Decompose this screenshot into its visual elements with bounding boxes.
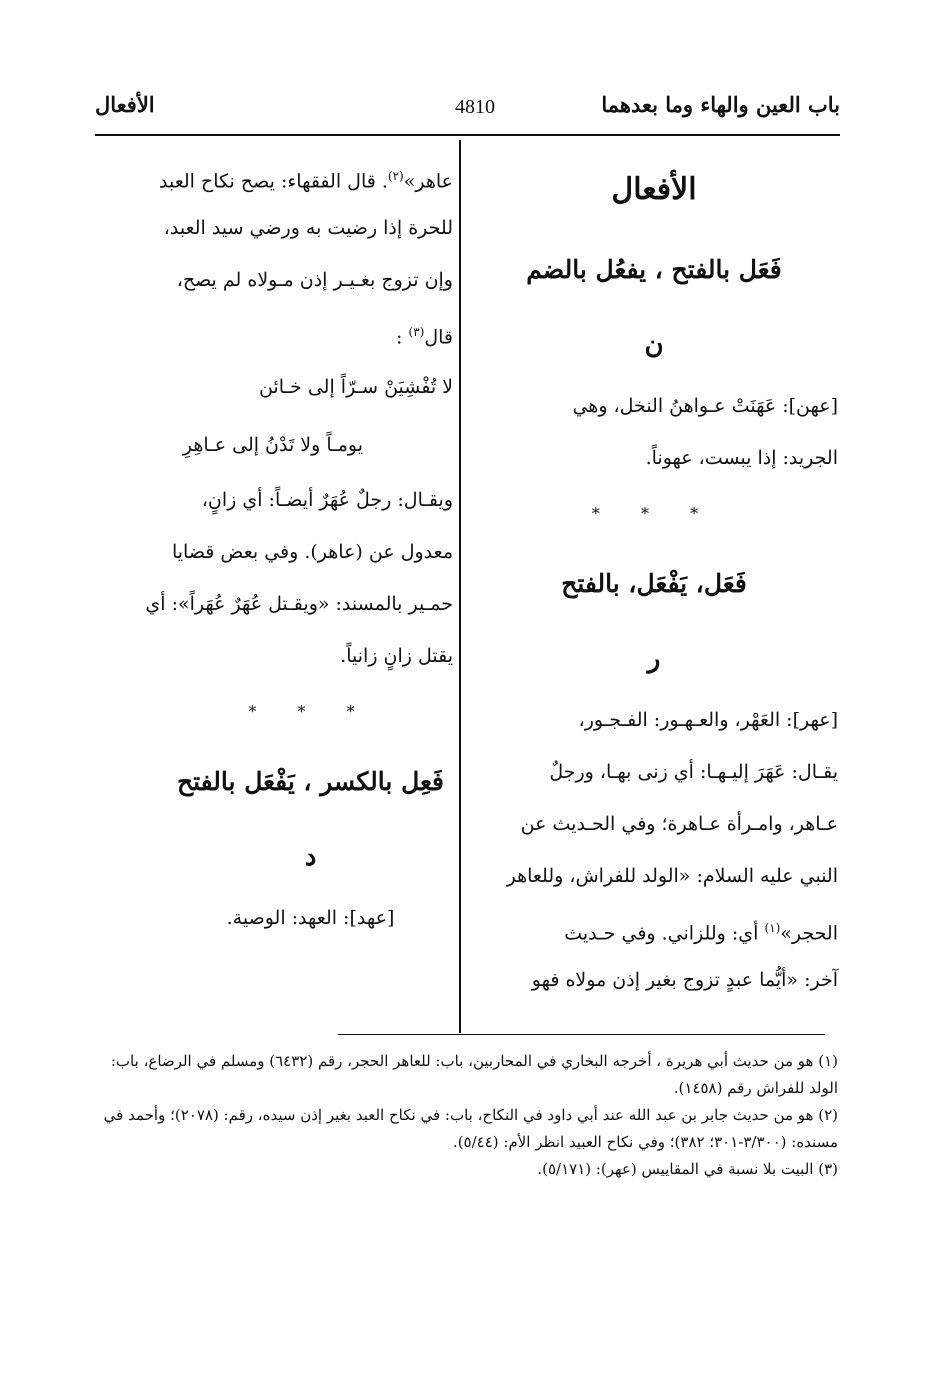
chapter-title: باب العين والهاء وما بعدهما [601,92,840,117]
entry-line: عـاهر، وامـرأة عـاهرة؛ وفي الحـديث عن [520,813,838,835]
footnote: (١) هو من حديث أبي هريرة ، أخرجه البخاري في المحاربين، باب: للعاهر الحجر، رقم (٦٤٣٢) ومسلم في الرضاع، باب: الولد للفراش رقم (١٤٥٨). [110,1052,838,1097]
running-header [95,92,840,126]
header-rule [95,134,840,136]
entry-line [470,902,838,954]
footnotes [95,1048,838,1183]
main-title: الأفعال [611,172,697,207]
root-letter: ر [647,644,661,674]
column-divider [459,140,461,1033]
entry-line: يقتل زانٍ زانياً. [340,645,453,667]
root-letter: د [304,842,317,872]
footnote-ref[interactable]: (١) [764,921,781,935]
root-letter: ن [644,330,664,360]
verse-line: لا تُفْشِيَنْ سـرّاً إلى خـائن [258,376,453,398]
entry-line: للحرة إذا رضيت به ورضي سيد العبد، [163,217,453,239]
entry-line: [عهن]: عَهَنَتْ عـواهنُ النخل، وهي [572,395,838,417]
section-heading: فَعَل بالفتح ، يفعُل بالضم [526,255,782,284]
footnote-rule [338,1034,825,1035]
entry-line: يقـال: عَهَرَ إليـهـا: أي زنى بهـا، ورجلٌ [549,761,838,783]
section-heading: فَعَل، يَفْعَل، بالفتح [561,569,747,598]
entry-line [159,150,453,202]
entry-line [168,306,453,358]
left-column [145,150,453,944]
entry-line: ويقـال: رجلٌ عُهَرٌ أيضـاً: أي زانٍ، [201,489,453,511]
verse-line: يومـاً ولا تَدْنُ إلى عـاهِرِ [182,434,363,456]
right-column [470,150,838,1006]
entry-line: حمـير بالمسند: «ويقـتل عُهَرٌ عُهَراً»: أي [145,593,453,615]
page-number: 4810 [455,96,495,118]
entry-line: النبي عليه السلام: «الولد للفراش، وللعاهر [506,865,838,887]
entry-line: [عهر]: العَهْر، والعـهـور: الفـجـور، [578,709,838,731]
text-run: : [396,326,403,349]
section-heading: فَعِل بالكسر ، يَفْعَل بالفتح [176,767,445,796]
text-run: عاهر» [403,170,453,193]
section-title: الأفعال [95,92,155,117]
entry-line: الجريد: إذا يبست، عهوناً. [645,447,838,469]
text-run: . قال الفقهاء: يصح نكاح العبد [159,170,388,193]
entry-line: آخر: «أيُّما عبدٍ تزوج بغير إذن مولاه فهو [531,969,838,991]
entry-line: وإن تزوج بغـيـر إذن مـولاه لم يصح، [176,269,453,291]
footnote-ref[interactable]: (٢) [387,169,404,183]
entry-line: معدول عن (عاهر). وفي بعض قضايا [171,541,453,563]
entry-line: [عهد]: العهد: الوصية. [226,907,395,929]
footnote: (٣) البيت بلا نسبة في المقاييس (عهر): (٥/١٧١). [537,1160,838,1178]
separator-stars: * * * [591,504,717,523]
text-run: قال [424,326,453,349]
footnote: (٢) هو من حديث جابر بن عبد الله عند أبي داود في النكاح، باب: في نكاح العبد بغير إذن سيده، رقم: (٢٠٧٨)؛ وأحمد في مسنده: (٣/٣٠٠-٣٠١؛ ٣٨٢)؛ وفي نكاح العبيد انظر الأم: (٥/٤٤). [103,1106,838,1151]
separator-stars: * * * [248,702,373,721]
text-run: الحجر» [780,922,838,945]
footnote-ref[interactable]: (٣) [408,325,425,339]
text-run: أي: وللزاني. وفي حـديث [564,922,759,945]
